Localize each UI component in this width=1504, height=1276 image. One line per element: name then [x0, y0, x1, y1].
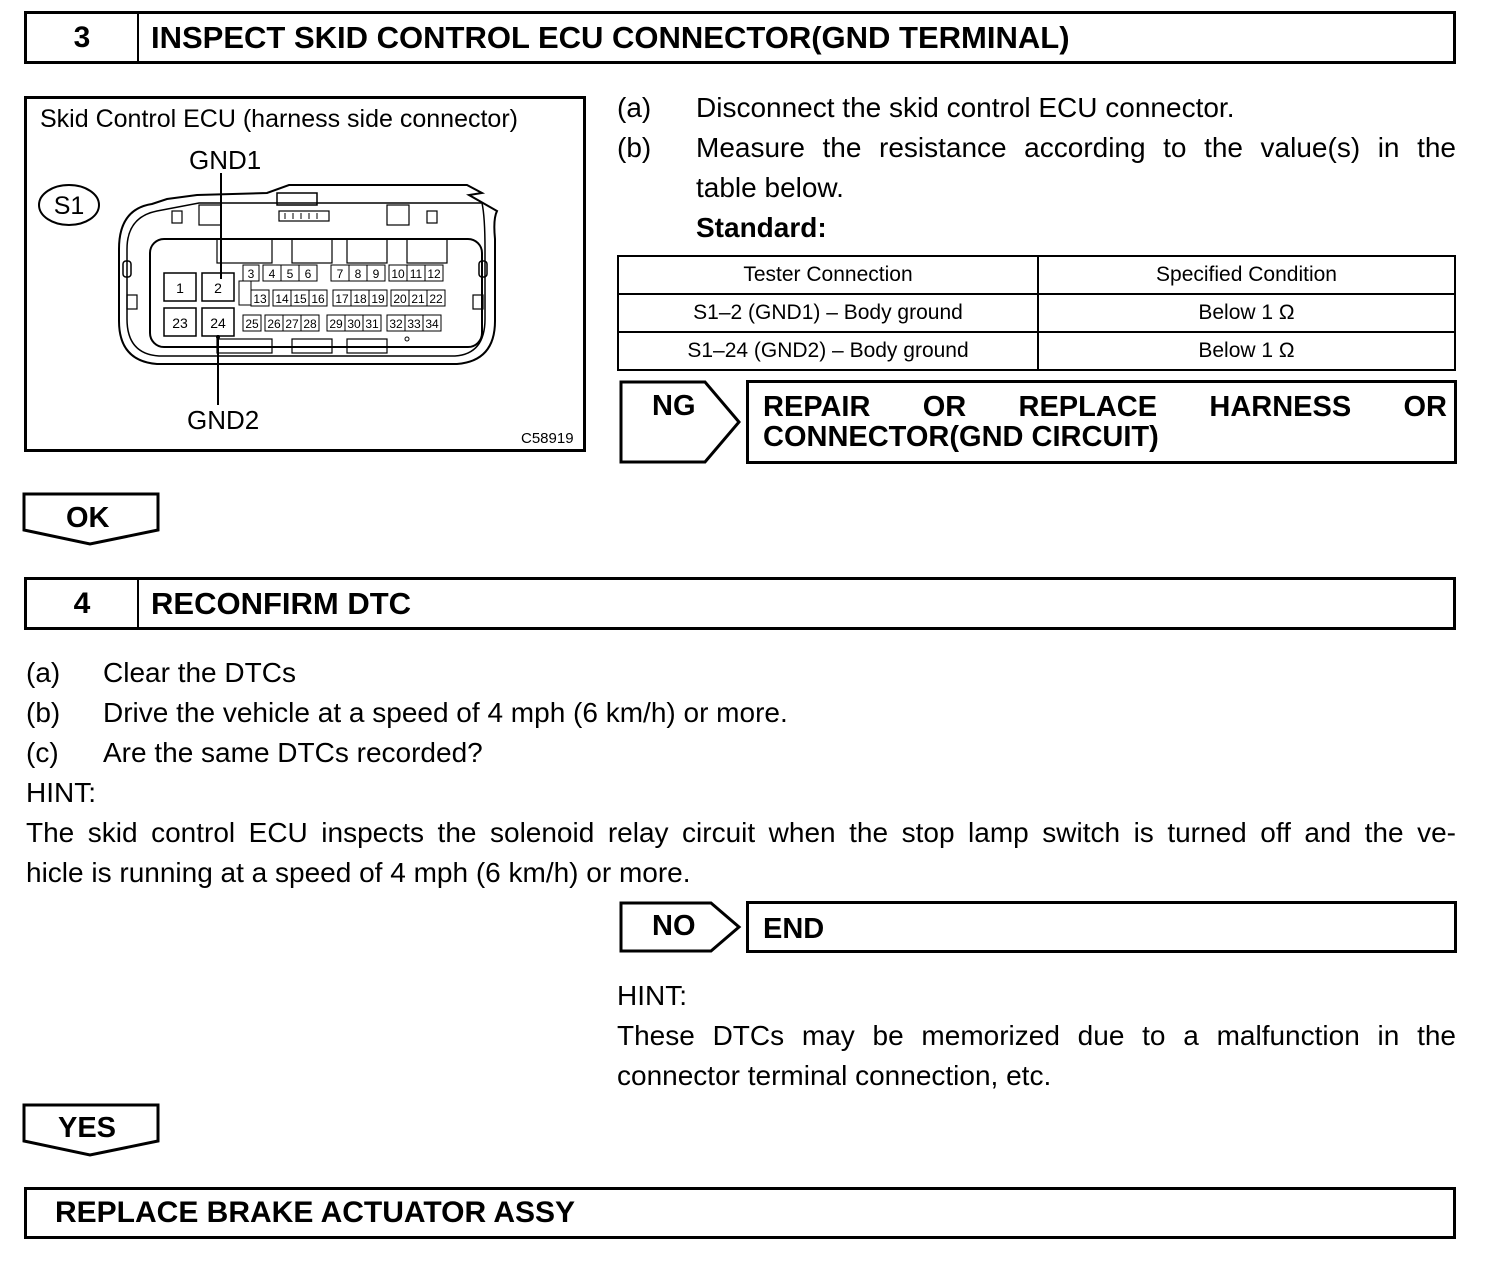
- svg-text:20: 20: [393, 292, 407, 306]
- hint2-text-line2: connector terminal connection, etc.: [617, 1060, 1052, 1091]
- hint-label: HINT:: [26, 777, 96, 808]
- pin-23-label: 23: [172, 315, 188, 331]
- svg-text:15: 15: [293, 292, 307, 306]
- step-title: RECONFIRM DTC: [151, 585, 412, 621]
- table-row: [618, 294, 1455, 332]
- connector-figure: [24, 96, 586, 452]
- table-cell: S1–2 (GND1) – Body ground: [618, 294, 1038, 332]
- step4-c-text: Are the same DTCs recorded?: [103, 737, 483, 768]
- step-3-header: [24, 11, 1456, 64]
- step3-a-text: Disconnect the skid control ECU connector.: [696, 92, 1235, 123]
- final-action-box: [24, 1187, 1456, 1239]
- svg-text:3: 3: [247, 267, 255, 281]
- hint-text-line2: hicle is running at a speed of 4 mph (6 km/h) or more.: [26, 857, 691, 888]
- ng-label: NG: [652, 390, 696, 422]
- hint-text-line1: The skid control ECU inspects the solenoid relay circuit when the stop lamp switch is turned off and the ve-: [26, 817, 1456, 848]
- svg-text:10: 10: [391, 267, 405, 281]
- spec-table: [617, 255, 1456, 371]
- svg-text:14: 14: [275, 292, 289, 306]
- step3-a-letter: (a): [617, 92, 652, 123]
- table-header: Tester Connection: [618, 256, 1038, 294]
- svg-text:6: 6: [304, 267, 312, 281]
- ok-label: OK: [66, 502, 110, 534]
- no-result: END: [763, 913, 825, 945]
- step4-a-text: Clear the DTCs: [103, 657, 296, 688]
- step4-c-letter: (c): [26, 737, 59, 768]
- hint2-text-line1: These DTCs may be memorized due to a malfunction in the: [617, 1020, 1456, 1051]
- table-header: Specified Condition: [1038, 256, 1455, 294]
- svg-text:13: 13: [253, 292, 267, 306]
- svg-text:29: 29: [329, 317, 343, 331]
- pin-1-label: 1: [176, 280, 184, 296]
- pin-2-label: 2: [214, 280, 222, 296]
- connector-drawing: [27, 99, 583, 449]
- table-cell: Below 1 Ω: [1038, 332, 1455, 370]
- svg-text:9: 9: [372, 267, 380, 281]
- svg-text:17: 17: [335, 292, 349, 306]
- svg-text:25: 25: [245, 317, 259, 331]
- step-4-header: [24, 577, 1456, 630]
- final-action: REPLACE BRAKE ACTUATOR ASSY: [55, 1196, 576, 1229]
- figure-code: C58919: [521, 430, 574, 447]
- svg-text:34: 34: [425, 317, 439, 331]
- svg-text:7: 7: [336, 267, 344, 281]
- svg-text:16: 16: [311, 292, 325, 306]
- svg-text:28: 28: [303, 317, 317, 331]
- small-pins: [239, 265, 445, 331]
- step-number: 4: [27, 580, 139, 627]
- step-number: 3: [27, 14, 139, 61]
- svg-text:27: 27: [285, 317, 299, 331]
- svg-text:11: 11: [409, 267, 423, 281]
- table-cell: S1–24 (GND2) – Body ground: [618, 332, 1038, 370]
- figure-caption: Skid Control ECU (harness side connector): [40, 105, 518, 133]
- svg-text:21: 21: [411, 292, 425, 306]
- svg-text:22: 22: [429, 292, 443, 306]
- step3-b-text-line2: table below.: [696, 172, 844, 203]
- svg-text:31: 31: [365, 317, 379, 331]
- step4-b-text: Drive the vehicle at a speed of 4 mph (6 km/h) or more.: [103, 697, 788, 728]
- step-title: INSPECT SKID CONTROL ECU CONNECTOR(GND TERMINAL): [151, 19, 1070, 55]
- large-pins: [164, 273, 234, 336]
- ng-result-line1: REPAIR OR REPLACE HARNESS OR: [763, 391, 1447, 423]
- no-label: NO: [652, 910, 696, 942]
- svg-text:19: 19: [371, 292, 385, 306]
- step4-a-letter: (a): [26, 657, 61, 688]
- gnd2-label: GND2: [187, 405, 260, 435]
- svg-text:8: 8: [354, 267, 362, 281]
- svg-text:18: 18: [353, 292, 367, 306]
- svg-text:12: 12: [427, 267, 441, 281]
- step3-b-letter: (b): [617, 132, 652, 163]
- standard-label: Standard:: [696, 212, 827, 243]
- step3-b-text-line1: Measure the resistance according to the value(s) in the: [696, 132, 1456, 163]
- table-header-row: [618, 256, 1455, 294]
- step4-b-letter: (b): [26, 697, 61, 728]
- svg-text:30: 30: [347, 317, 361, 331]
- table-row: [618, 332, 1455, 370]
- pin-24-label: 24: [210, 315, 226, 331]
- svg-text:5: 5: [286, 267, 294, 281]
- svg-text:26: 26: [267, 317, 281, 331]
- hint2-label: HINT:: [617, 980, 687, 1011]
- ng-result-box: [746, 380, 1457, 464]
- svg-text:32: 32: [389, 317, 403, 331]
- ng-result-line2: CONNECTOR(GND CIRCUIT): [763, 421, 1159, 453]
- yes-label: YES: [58, 1112, 117, 1144]
- svg-text:4: 4: [268, 267, 276, 281]
- no-result-box: [746, 901, 1457, 953]
- connector-id-label: S1: [53, 192, 85, 220]
- table-cell: Below 1 Ω: [1038, 294, 1455, 332]
- svg-text:33: 33: [407, 317, 421, 331]
- gnd1-label: GND1: [189, 145, 262, 175]
